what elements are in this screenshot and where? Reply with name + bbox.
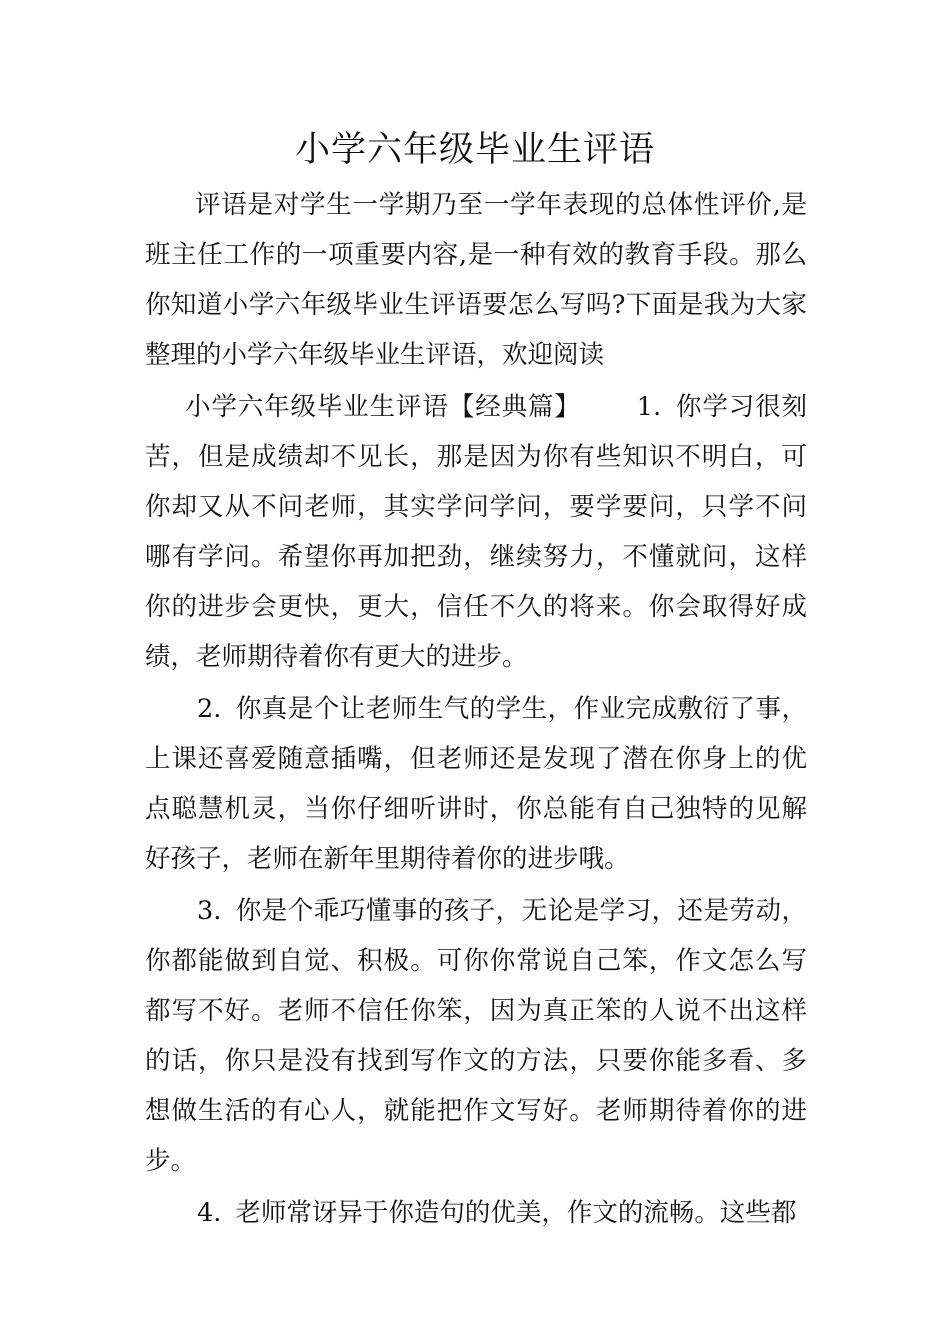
intro-text: 评语是对学生一学期乃至一学年表现的总体性评价,是班主任工作的一项重要内容,是一种有效的教育手段。那么你知道小学六年级毕业生评语要怎么写吗?下面是我为大家整理的小学六年级毕业生评语，欢迎阅读 — [145, 190, 807, 370]
item-text: 老师常讶异于你造句的优美，作文的流畅。这些都 — [235, 1198, 797, 1228]
list-item — [145, 886, 807, 1186]
list-item — [145, 1188, 807, 1238]
item-number: 3. — [197, 896, 222, 926]
item-text: 你学习很刻苦，但是成绩却不见长，那是因为你有些知识不明白，可你却又从不问老师，其实学问学问，要学要问，只学不问哪有学问。希望你再加把劲，继续努力，不懂就问，这样你的进步会更快，更大，信任不久的将来。你会取得好成绩，老师期待着你有更大的进步。 — [145, 392, 807, 672]
document-body — [145, 180, 807, 1238]
item-number: 1. — [636, 392, 662, 422]
item-text: 你真是个让老师生气的学生，作业完成敷衍了事，上课还喜爱随意插嘴，但老师还是发现了潜在你身上的优点聪慧机灵，当你仔细听讲时，你总能有自己独特的见解好孩子，老师在新年里期待着你的进步哦。 — [145, 694, 807, 874]
item-number: 4. — [197, 1198, 222, 1228]
list-item — [145, 684, 807, 884]
document-title: 小学六年级毕业生评语 — [294, 130, 655, 170]
item-text: 你是个乖巧懂事的孩子，无论是学习，还是劳动，你都能做到自觉、积极。可你你常说自己笨，作文怎么写都写不好。老师不信任你笨，因为真正笨的人说不出这样的话，你只是没有找到写作文的方法，只要你能多看、多想做生活的有心人，就能把作文写好。老师期待着你的进步。 — [145, 896, 807, 1176]
section-heading: 小学六年级毕业生评语【经典篇】 — [185, 392, 581, 422]
section-paragraph — [145, 382, 807, 682]
item-number: 2. — [197, 694, 222, 724]
intro-paragraph — [145, 180, 807, 380]
